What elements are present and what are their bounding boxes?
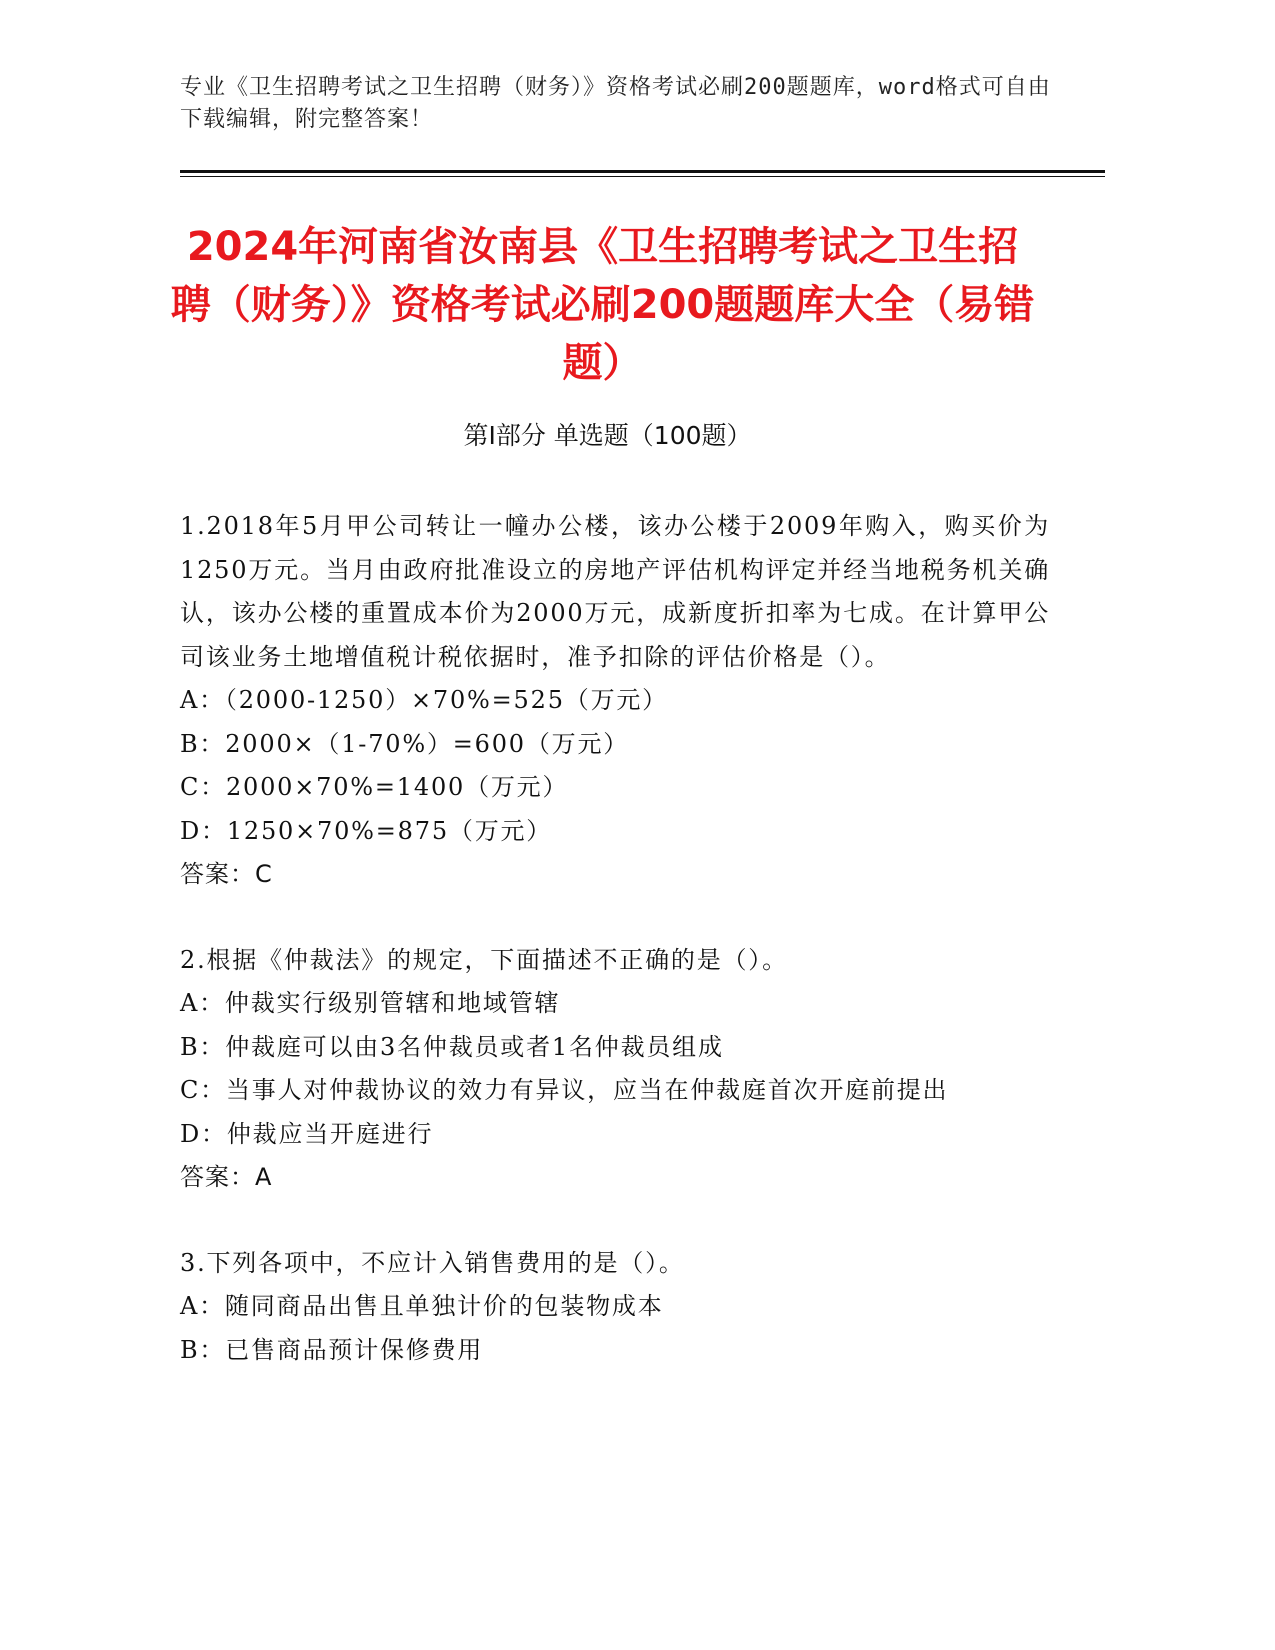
document-title: 2024年河南省汝南县《卫生招聘考试之卫生招聘（财务）》资格考试必刷200题题库大全（易错题）: [170, 224, 1035, 386]
question-list: [180, 505, 1050, 1414]
option-a: A：仲裁实行级别管辖和地域管辖: [180, 989, 561, 1017]
header-note: 专业《卫生招聘考试之卫生招聘（财务）》资格考试必刷200题题库，word格式可自由下载编辑，附完整答案！: [180, 75, 1051, 132]
option-a: A：随同商品出售且单独计价的包装物成本: [180, 1292, 664, 1320]
option-d: D：1250×70%=875（万元）: [180, 816, 553, 845]
header-rule-thick: [180, 170, 1105, 173]
section-title: 第Ⅰ部分 单选题（100题）: [463, 421, 752, 450]
option-b: B：2000×（1-70%）=600（万元）: [180, 729, 630, 758]
option-c: C：当事人对仲裁协议的效力有异议，应当在仲裁庭首次开庭前提出: [180, 1076, 949, 1104]
question-2: [180, 939, 1050, 1200]
option-a: A：（2000-1250）×70%=525（万元）: [180, 686, 668, 714]
answer: 答案：C: [180, 860, 273, 888]
option-d: D：仲裁应当开庭进行: [180, 1119, 434, 1148]
option-c: C：2000×70%=1400（万元）: [180, 773, 569, 801]
header-rule-thin: [180, 176, 1105, 177]
question-stem: 2.根据《仲裁法》的规定，下面描述不正确的是（）。: [180, 945, 788, 974]
answer: 答案：A: [180, 1163, 273, 1191]
question-3: [180, 1242, 1050, 1373]
question-stem: 1.2018年5月甲公司转让一幢办公楼，该办公楼于2009年购入，购买价为1250万元。当月由政府批准设立的房地产评估机构评定并经当地税务机关确认，该办公楼的重置成本价为2000万元，成新度折扣率为七成。在计算甲公司该业务土地增值税计税依据时，准予扣除的评估价格是（）。: [180, 512, 1050, 671]
question-stem: 3.下列各项中，不应计入销售费用的是（）。: [180, 1248, 685, 1277]
option-b: B：仲裁庭可以由3名仲裁员或者1名仲裁员组成: [180, 1032, 724, 1061]
option-b: B：已售商品预计保修费用: [180, 1335, 484, 1364]
question-1: [180, 505, 1050, 897]
